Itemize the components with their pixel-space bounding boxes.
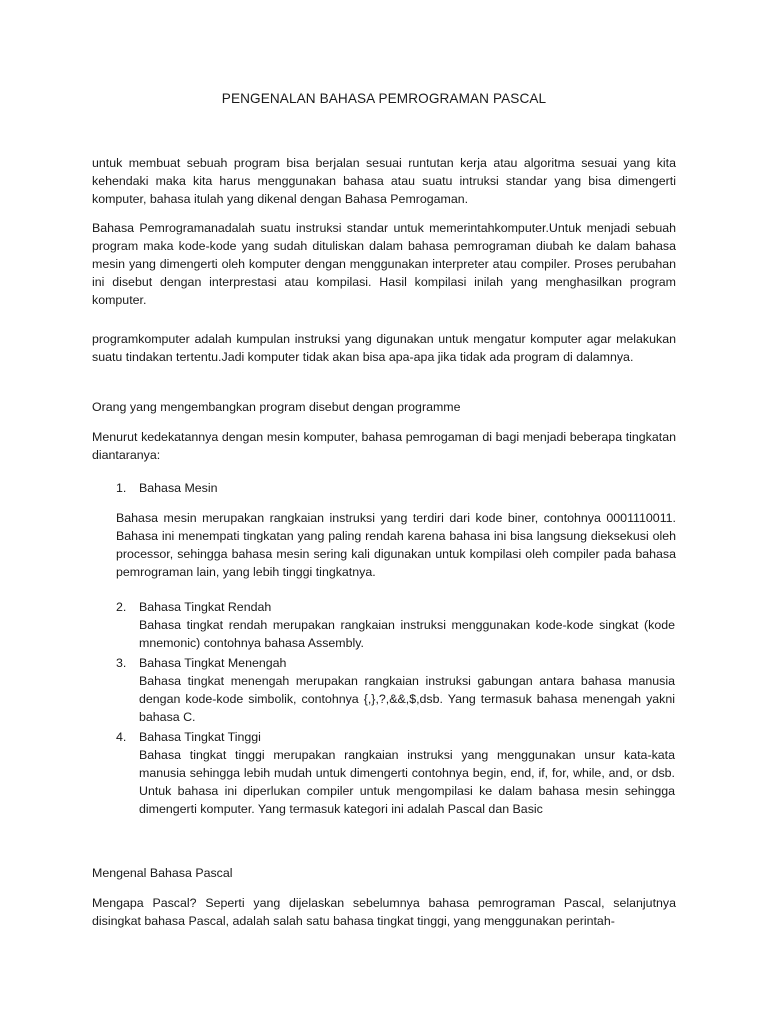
paragraph-programmer: Orang yang mengembangkan program disebut dengan programme [92, 400, 461, 414]
page-title: PENGENALAN BAHASA PEMROGRAMAN PASCAL [221, 91, 547, 106]
section-heading-mengenal-pascal: Mengenal Bahasa Pascal [92, 866, 233, 880]
list-heading-bahasa-mesin: Bahasa Mesin [139, 481, 218, 495]
list-body-tingkat-tinggi: Bahasa tingkat tinggi merupakan rangkaian instruksi yang menggunakan unsur kata-kata manusia sehingga lebih mudah untuk dimengerti contohnya begin, end, if, for, while, and, or dsb. Untuk bahasa ini diperlukan compiler untuk mengompilasi ke dalam bahasa mesin sehingga dimengerti komputer. Yang termasuk kategori ini adalah Pascal dan Basic [139, 748, 675, 816]
list-body-bahasa-mesin: Bahasa mesin merupakan rangkaian instruksi yang terdiri dari kode biner, contohnya 0001110011. Bahasa ini menempati tingkatan yang paling rendah karena bahasa ini bisa langsung dieksekusi oleh processor, sehingga bahasa mesin sering kali digunakan untuk kompilasi oleh compiler pada bahasa pemrograman lain, yang lebih tinggi tingkatnya. [116, 511, 676, 579]
paragraph-definition: Bahasa Pemrogramanadalah suatu instruksi standar untuk memerintahkomputer.Untuk menjadi sebuah program maka kode-kode yang sudah dituliskan dalam bahasa pemrograman diubah ke dalam bahasa mesin yang dimengerti oleh komputer dengan menggunakan interpreter atau compiler. Proses perubahan ini disebut dengan interprestasi atau kompilasi. Hasil kompilasi inilah yang menghasilkan program komputer. [92, 221, 676, 307]
paragraph-levels-intro: Menurut kedekatannya dengan mesin komputer, bahasa pemrogaman di bagi menjadi beberapa tingkatan diantaranya: [92, 430, 676, 462]
list-number: 2. [116, 600, 127, 614]
list-number: 1. [116, 481, 127, 495]
list-heading-tingkat-rendah: Bahasa Tingkat Rendah [139, 600, 272, 614]
list-heading-tingkat-menengah: Bahasa Tingkat Menengah [139, 656, 287, 670]
list-body-tingkat-menengah: Bahasa tingkat menengah merupakan rangkaian instruksi gabungan antara bahasa manusia dengan kode-kode simbolik, contohnya {,},?,&&,$,dsb. Yang termasuk bahasa menengah yakni bahasa C. [139, 674, 675, 724]
paragraph-mengapa-pascal: Mengapa Pascal? Seperti yang dijelaskan sebelumnya bahasa pemrograman Pascal, selanjutnya disingkat bahasa Pascal, adalah salah satu bahasa tingkat tinggi, yang menggunakan perintah- [92, 896, 676, 928]
paragraph-intro: untuk membuat sebuah program bisa berjalan sesuai runtutan kerja atau algoritma sesuai yang kita kehendaki maka kita harus menggunakan bahasa atau suatu intruksi standar yang bisa dimengerti komputer, bahasa itulah yang dikenal dengan Bahasa Pemrogaman. [92, 156, 676, 206]
paragraph-program: programkomputer adalah kumpulan instruksi yang digunakan untuk mengatur komputer agar melakukan suatu tindakan tertentu.Jadi komputer tidak akan bisa apa-apa jika tidak ada program di dalamnya. [92, 332, 676, 364]
list-number: 4. [116, 730, 127, 744]
list-number: 3. [116, 656, 127, 670]
list-body-tingkat-rendah: Bahasa tingkat rendah merupakan rangkaian instruksi menggunakan kode-kode singkat (kode mnemonic) contohnya bahasa Assembly. [139, 618, 675, 650]
list-heading-tingkat-tinggi: Bahasa Tingkat Tinggi [139, 730, 261, 744]
